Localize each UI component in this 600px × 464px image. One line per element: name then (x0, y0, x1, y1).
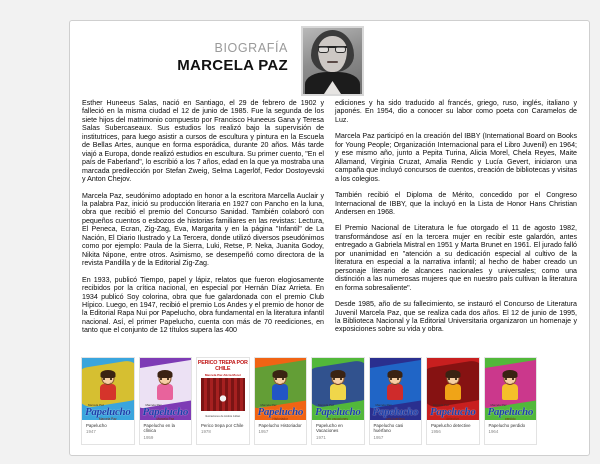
article-column-left (82, 99, 324, 335)
paragraph: Desde 1985, año de su fallecimiento, se instauró el Concurso de Literatura Juvenil Marcela Paz, que se realiza cada dos años. El 12 de junio de 1995, la Biblioteca Nacional y la Editorial Universitaria organizaron un homenaje y exposiciones sobre su vida y obra. (335, 300, 577, 334)
book-year: 1956 (431, 429, 441, 435)
paragraph: Esther Huneeus Salas, nació en Santiago, el 29 de febrero de 1902 y falleció en la misma ciudad el 12 de junio de 1985. Fue la segunda de los siete hijos del matrimonio compuesto por Francisco Huneeus Gana y Teresa Salas Subercaseaux. Sus estudios los realizó bajo la supervisión de institutrices, para luego asistir a cursos de escultura y pintura en la Escuela de Bellas Artes, aunque en forma esporádica, durante 20 años. Más tarde viajó a Europa, donde realizó estudios en escultura. Su primer cuento, "En el país de Faberland", lo escribió a los 7 años, edad en la que ya mostraba una marcada predilección por Stefan Zweig, Selma Lagerlöf, Fedor Dostoyevski y Anton Chejov. (82, 99, 324, 184)
character-hair (503, 370, 518, 378)
character-eye-l (448, 378, 450, 380)
paragraph: ediciones y ha sido traducido al francés, griego, ruso, inglés, italiano y japonés. En 1954, dio a conocer su labor como poeta con Caramelos de Luz. (335, 99, 577, 124)
paragraph: En 1933, publicó Tiempo, papel y lápiz, relatos que fueron elogiosamente recibidos por la crítica nacional, en especial por Hernán Díaz Arrieta. En 1934 publicó Soy colorina, obra que fue galardonada con el premio Club Hípico. Luego, en 1947, recibió el premio Los Andes y el premio de honor de la Editorial Rapa Nui por Papelucho, obra fundamental en la literatura infantil nacional. Así, el primer Papelucho, cuenta con más de 70 reediciones, en tanto que el conjunto de 12 títulos supera las 400 (82, 275, 324, 335)
papelucho-character-illustration (152, 372, 178, 402)
portrait-image (303, 28, 362, 94)
papelucho-logo: Papelucho (142, 405, 189, 418)
book-cover-author: Marcela Paz (375, 402, 392, 407)
book-cover-author: Marcela Paz (490, 402, 507, 407)
portrait-mouth (327, 61, 338, 63)
papelucho-character-illustration (267, 372, 293, 402)
glasses-lens-left (318, 46, 329, 53)
page-title: MARCELA PAZ (177, 57, 288, 74)
book-caption (140, 420, 192, 444)
book-card[interactable] (311, 357, 365, 445)
book-cover-subtitle: perdido (504, 416, 516, 420)
book-card[interactable] (254, 357, 308, 445)
character-hair (388, 370, 403, 378)
book-cover-author: Marcela Paz (145, 402, 162, 407)
book-cover-subtitle: Historiador (272, 416, 288, 420)
paragraph: También recibió el Diploma de Mérito, concedido por el Congreso Internacional de IBBY, que la incluyó en la Lista de Honor Hans Christian Andersen en 1968. (335, 191, 577, 216)
book-year: 1957 (258, 429, 269, 435)
book-caption (427, 420, 479, 439)
book-cover-title: PERICO TREPA POR CHILE (197, 359, 248, 372)
paragraph: Marcela Paz, seudónimo adoptado en honor a la escritora Marcella Auclair y la palabra Paz, inició su producción literaria en 1927 con Pancho en la luna, obra que recibió el premio del Concurso Sanidad. También colaboró con pequeños cuentos o esbozos de historias familiares en las revistas: Lectura, El Peneca, Ecran, Zig-Zag, Eva, Margarita y en la página "Infantil" de La Nación, El Diario Ilustrado y La Tercera, donde utilizó diversos pseudónimos como por ejemplo: Paula de la Sierra, Luki, Retse, P. Neka, Juanita Godoy, Nikita Nipone, entre otros. Asimismo, se desempeñó como directora de la revista Pandilla y de la Editorial Zig-Zag. (82, 191, 324, 268)
book-cover-author: Marcela Paz (318, 402, 335, 407)
book-cover-artwork (201, 378, 245, 411)
paragraph: Marcela Paz participó en la creación del IBBY (International Board on Books for Young People; Organización Internacional para el Libro Juvenil) en 1964; y ese mismo año, junto a Pepita Turina, Alicia Morel, Chela Reyes, Maite Allamand, Virginia Cruzat, Amalia Rendic y Lucía Gevert, iniciaron una campaña que incluyó concursos de cuentos, creación de bibliotecas y visitas a los colegios. (335, 132, 577, 183)
character-eye-r (167, 378, 169, 380)
book-cover[interactable] (312, 358, 364, 420)
biography-card (69, 20, 590, 456)
book-cover-author: Marcela Paz (433, 402, 450, 407)
character-hair (100, 370, 115, 378)
character-hair (158, 370, 173, 378)
papelucho-character-illustration (440, 372, 466, 402)
papelucho-character-illustration (497, 372, 523, 402)
book-cover-subtitle: casi huérfano (385, 416, 405, 420)
book-cover-subtitle: detective (446, 416, 460, 420)
book-shelf (81, 357, 580, 445)
book-title: Perico trepa por Chile (201, 422, 244, 428)
book-year: 1964 (488, 429, 499, 435)
book-cover-footnote: Ilustraciones de Andrés Jullian (205, 414, 241, 418)
book-caption (312, 420, 364, 444)
book-cover[interactable] (82, 358, 134, 420)
character-eye-l (103, 378, 105, 380)
book-year: 1947 (86, 429, 96, 435)
book-cover[interactable] (255, 358, 307, 420)
character-eye-l (390, 378, 392, 380)
character-hair (330, 370, 345, 378)
book-card[interactable] (139, 357, 193, 445)
book-cover-subtitle: Marcela Paz (98, 416, 117, 420)
book-card[interactable] (426, 357, 480, 445)
character-eye-l (333, 378, 335, 380)
papelucho-logo: Papelucho (372, 405, 419, 418)
papelucho-character-illustration (95, 372, 121, 402)
character-eye-r (340, 378, 342, 380)
book-caption (370, 420, 422, 444)
book-caption (82, 420, 134, 439)
book-cover-author: Marcela Paz (260, 402, 277, 407)
character-eye-r (282, 378, 284, 380)
glasses-lens-right (335, 46, 346, 53)
book-year: 1957 (373, 434, 384, 440)
character-eye-l (505, 378, 507, 380)
book-caption (485, 420, 537, 439)
paragraph: El Premio Nacional de Literatura le fue otorgado el 11 de agosto 1982, transformándose así en la tercera mujer en recibir este galardón, antes entregado a Gabriela Mistral en 1951 y Marta Brunet en 1961. El jurado falló por unanimidad en "atención a su dedicación especial al cultivo de la literatura en especial a la narrativa infantil; al hecho de haber creado un personaje literario de alcances nacionales y universales; como una distinción a las numerosas mujeres que en nuestro país cultivan la literatura en forma sobresaliente". (335, 224, 577, 292)
character-hair (445, 370, 460, 378)
character-torso (445, 384, 461, 400)
page-kicker: BIOGRAFÍA (214, 41, 288, 55)
book-cover-author: Marcela Paz Alicia Morel (204, 372, 241, 377)
portrait-face (318, 36, 347, 72)
book-cover[interactable] (427, 358, 479, 420)
book-title: Papelucho Historiador (258, 422, 302, 428)
character-eye-r (512, 378, 514, 380)
book-title: Papelucho casi huérfano (373, 422, 404, 434)
article-columns (82, 99, 578, 335)
title-block (84, 41, 302, 75)
book-title: Papelucho (86, 422, 107, 428)
character-hair (273, 370, 288, 378)
book-title: Papelucho en la clínica (143, 422, 175, 434)
papelucho-logo: Papelucho (315, 405, 361, 418)
book-year: 1959 (143, 434, 154, 440)
book-cover[interactable] (370, 358, 422, 420)
book-caption (255, 420, 307, 439)
book-title: Papelucho detective (431, 422, 471, 428)
article-column-right (335, 99, 577, 335)
portrait-photo (301, 26, 364, 96)
papelucho-logo: Papelucho (257, 405, 304, 418)
book-title: Papelucho perdido (488, 422, 526, 428)
book-year: 1971 (316, 434, 326, 440)
character-eye-r (455, 378, 457, 380)
papelucho-character-illustration (325, 372, 351, 402)
papelucho-character-illustration (382, 372, 408, 402)
book-caption (197, 420, 249, 439)
book-card[interactable] (369, 357, 423, 445)
book-cover-author: Marcela Paz (88, 402, 105, 407)
book-cover[interactable] (140, 358, 192, 420)
character-torso (330, 384, 346, 400)
book-title: Papelucho en Vacaciones (316, 422, 343, 434)
book-cover-subtitle: en vacaciones (327, 416, 348, 420)
character-torso (100, 384, 116, 400)
book-card[interactable] (196, 357, 250, 445)
book-cover[interactable] (197, 358, 249, 420)
character-eye-l (160, 378, 162, 380)
card-header (70, 21, 589, 95)
book-card[interactable] (484, 357, 538, 445)
book-card[interactable] (81, 357, 135, 445)
character-torso (272, 384, 288, 400)
papelucho-logo: Papelucho (487, 405, 534, 418)
character-eye-r (110, 378, 112, 380)
character-torso (387, 384, 403, 400)
character-eye-l (275, 378, 277, 380)
character-torso (502, 384, 518, 400)
book-cover-subtitle: Marcela Paz (156, 416, 175, 420)
book-cover[interactable] (485, 358, 537, 420)
book-year: 1978 (201, 429, 211, 435)
character-eye-r (397, 378, 399, 380)
papelucho-logo: Papelucho (85, 405, 131, 418)
character-torso (157, 384, 173, 400)
papelucho-logo: Papelucho (430, 405, 476, 418)
